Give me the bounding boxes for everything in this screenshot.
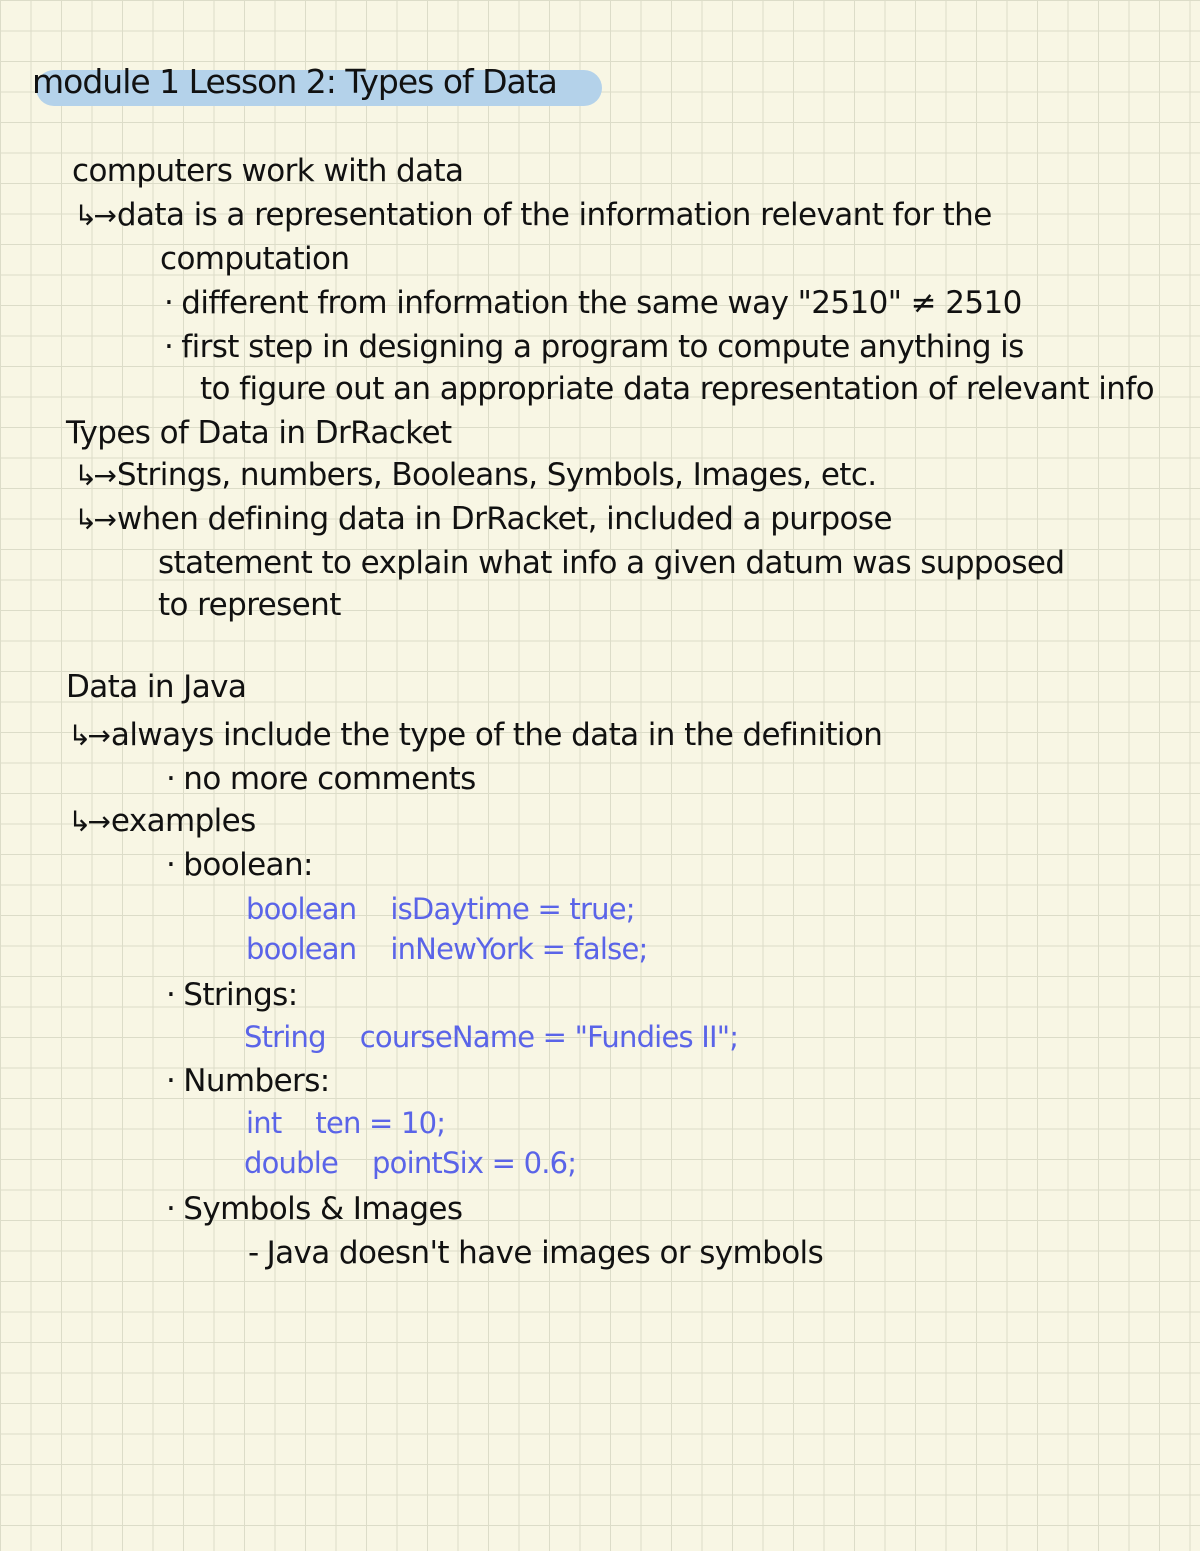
code-type: int: [246, 1106, 282, 1140]
note-line: [166, 760, 476, 798]
note-line: computation: [160, 241, 350, 277]
code-line: [244, 1144, 576, 1182]
note-line: [164, 328, 1024, 366]
note-line: [68, 802, 256, 841]
code-line: [246, 890, 635, 928]
note-text: data is a representation of the information relevant for the: [116, 197, 992, 233]
note-text: Symbols & Images: [183, 1191, 463, 1227]
note-line: to figure out an appropriate data representation of relevant info: [200, 371, 1155, 407]
bullet-icon: ·: [166, 1063, 176, 1099]
note-line: [74, 456, 877, 495]
code-type: String: [244, 1020, 326, 1054]
note-line: [68, 716, 882, 755]
note-line: [166, 976, 298, 1014]
bullet-icon: ·: [166, 977, 176, 1013]
bullet-icon: ·: [166, 1191, 176, 1227]
note-text: when defining data in DrRacket, included a purpose: [116, 501, 892, 537]
note-text: boolean:: [183, 847, 313, 883]
note-text: Numbers:: [183, 1063, 330, 1099]
note-line: [74, 500, 892, 539]
code-line: [244, 1018, 738, 1056]
dash-icon: -: [248, 1235, 259, 1271]
code-rest: ten = 10;: [315, 1106, 446, 1140]
code-type: boolean: [246, 932, 357, 966]
note-line: [166, 1062, 330, 1100]
note-line: [164, 284, 1022, 322]
bullet-icon: ·: [166, 761, 176, 797]
section-heading-java: Data in Java: [66, 669, 247, 705]
bullet-icon: ·: [164, 329, 174, 365]
note-line: [74, 196, 992, 235]
code-rest: pointSix = 0.6;: [372, 1146, 577, 1180]
page-title: module 1 Lesson 2: Types of Data: [32, 62, 557, 101]
arrow-icon: ↳→: [74, 503, 113, 536]
note-text: no more comments: [183, 761, 476, 797]
bullet-icon: ·: [166, 847, 176, 883]
code-rest: isDaytime = true;: [390, 892, 635, 926]
bullet-icon: ·: [164, 285, 174, 321]
note-text: first step in designing a program to compute anything is: [181, 329, 1024, 365]
code-rest: inNewYork = false;: [390, 932, 648, 966]
note-text: different from information the same way "2510" ≠ 2510: [181, 285, 1022, 321]
note-line: [166, 846, 313, 884]
arrow-icon: ↳→: [74, 199, 113, 232]
note-text: Strings:: [183, 977, 298, 1013]
code-rest: courseName = "Fundies II";: [359, 1020, 739, 1054]
section-heading-drracket: Types of Data in DrRacket: [66, 415, 452, 451]
note-text: Java doesn't have images or symbols: [266, 1235, 824, 1271]
note-line: [248, 1234, 823, 1272]
title-block: [32, 58, 557, 106]
note-text: examples: [110, 803, 256, 839]
code-type: boolean: [246, 892, 357, 926]
arrow-icon: ↳→: [74, 459, 113, 492]
arrow-icon: ↳→: [68, 805, 107, 838]
note-line: to represent: [158, 587, 341, 623]
note-line: [166, 1190, 462, 1228]
arrow-icon: ↳→: [68, 719, 107, 752]
section-heading-computers: computers work with data: [72, 153, 464, 189]
note-text: always include the type of the data in the definition: [110, 717, 883, 753]
note-text: Strings, numbers, Booleans, Symbols, Images, etc.: [116, 457, 877, 493]
note-line: statement to explain what info a given datum was supposed: [158, 545, 1065, 581]
code-line: [246, 1104, 445, 1142]
code-line: [246, 930, 647, 968]
code-type: double: [244, 1146, 339, 1180]
